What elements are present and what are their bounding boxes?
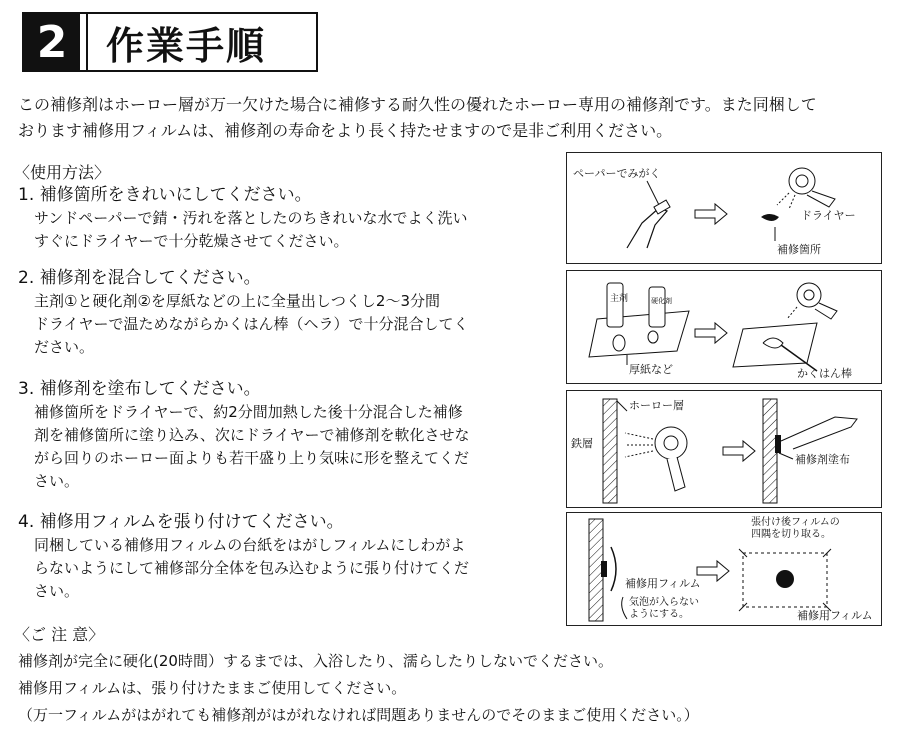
intro-text (18, 92, 878, 144)
caution-line: 補修用フィルムは、張り付けたままご使用してください。 (18, 679, 407, 697)
step-line: さい。 (34, 582, 80, 600)
hand-icon (627, 208, 667, 248)
arrow-icon (695, 204, 727, 224)
intro-line: おります補修用フィルムは、補修剤の寿命をより長く持たせますので是非ご利用ください。 (18, 121, 673, 140)
figure-2-illustration (567, 271, 881, 383)
stick-label: かくはん棒 (797, 367, 852, 380)
enamel-label: ホーロー層 (629, 399, 684, 412)
figure-1-panel (566, 152, 882, 264)
section-title-box (22, 12, 318, 72)
cut-note-2: 四隅を切り取る。 (751, 529, 831, 540)
step-line: ドライヤーで温ためながらかくはん棒（ヘラ）で十分混合してく (34, 315, 469, 333)
bubble-note-2: ようにする。 (629, 609, 689, 620)
step-title: 1. 補修箇所をきれいにしてください。 (18, 185, 312, 205)
film-icon (611, 547, 616, 591)
spot-label: 補修箇所 (777, 243, 821, 256)
applied-agent-icon (601, 561, 607, 577)
caution-text (18, 648, 699, 729)
figure-2-panel (566, 270, 882, 384)
apply-label: 補修剤塗布 (795, 453, 850, 466)
section-title: 作業手順 (106, 23, 267, 68)
step-4 (18, 510, 538, 603)
section-number: 2 (24, 14, 80, 70)
wall-section-icon (763, 399, 777, 503)
arrow-icon (697, 561, 729, 581)
wall-section-icon (603, 399, 617, 503)
cardboard-icon (589, 311, 689, 357)
film2-label: 補修用フィルム (797, 609, 873, 622)
tube-main-label: 主剤 (610, 294, 629, 304)
step-line: 同梱している補修用フィルムの台紙をはがしフィルムにしわがよ (34, 536, 466, 554)
tube-main-agent-icon (607, 283, 623, 327)
usage-heading: 〈使用方法〉 (14, 163, 111, 182)
cut-note-1: 張付け後フィルムの (751, 517, 840, 528)
repair-spot-icon (776, 570, 794, 588)
step-body (18, 534, 538, 603)
bubble-note-1: 気泡が入らない (629, 597, 699, 608)
figure-4-panel (566, 512, 882, 626)
step-line: 剤を補修箇所に塗り込み、次にドライヤーで補修剤を軟化させな (34, 426, 470, 444)
figure-3-illustration (567, 391, 881, 507)
step-line: サンドペーパーで錆・汚れを落としたのちきれいな水でよく洗い (34, 209, 468, 227)
arrow-icon (695, 323, 727, 343)
caution-heading: 〈ご 注 意〉 (14, 625, 105, 644)
step-title: 2. 補修剤を混合してください。 (18, 268, 261, 288)
step-title: 3. 補修剤を塗布してください。 (18, 379, 261, 399)
step-line: らないようにして補修部分全体を包み込むように張り付けてくだ (34, 559, 470, 577)
caution-line: 補修剤が完全に硬化(20時間）するまでは、入浴したり、濡らしたりしないでください。 (18, 652, 613, 670)
hand-icon (781, 417, 857, 449)
figure-1-illustration (567, 153, 881, 263)
step-line: がら回りのホーロー面よりも若干盛り上り気味に形を整えてくだ (34, 449, 470, 467)
sandpaper-icon (654, 200, 670, 214)
step-body (18, 290, 538, 359)
cardboard-label: 厚紙など (629, 363, 673, 376)
film-label: 補修用フィルム (625, 577, 701, 590)
caution-line: （万一フィルムがはがれても補修剤がはがれなければ問題ありませんのでそのままご使用ください。） (18, 706, 699, 724)
arrow-icon (723, 441, 755, 461)
step-line: さい。 (34, 472, 80, 490)
title-divider (80, 14, 88, 70)
step-line: ださい。 (34, 338, 95, 356)
repair-spot-icon (761, 214, 779, 221)
tube-hardener-label: 硬化剤 (651, 297, 672, 305)
step-line: すぐにドライヤーで十分乾燥させてください。 (34, 232, 349, 250)
step-2 (18, 266, 538, 359)
tube-hardener-icon (649, 287, 665, 327)
step-line: 主剤①と硬化剤②を厚紙などの上に全量出しつくし2～3分間 (34, 292, 440, 310)
intro-line: この補修剤はホーロー層が万一欠けた場合に補修する耐久性の優れたホーロー専用の補修剤です。また同梱して (18, 95, 817, 114)
step-1 (18, 183, 538, 253)
leader-line (647, 181, 659, 205)
steel-label: 鉄層 (571, 437, 593, 450)
figure-3-panel (566, 390, 882, 508)
step-body (18, 401, 538, 493)
step-body (18, 207, 538, 253)
dryer-label: ドライヤー (801, 209, 856, 222)
figure-4-illustration (567, 513, 881, 625)
applied-agent-icon (775, 435, 781, 453)
step-title: 4. 補修用フィルムを張り付けてください。 (18, 512, 344, 532)
step-3 (18, 377, 538, 493)
paper-label: ペーパーでみがく (573, 167, 661, 180)
step-line: 補修箇所をドライヤーで、約2分間加熱した後十分混合した補修 (34, 403, 463, 421)
wall-section-icon (589, 519, 603, 621)
